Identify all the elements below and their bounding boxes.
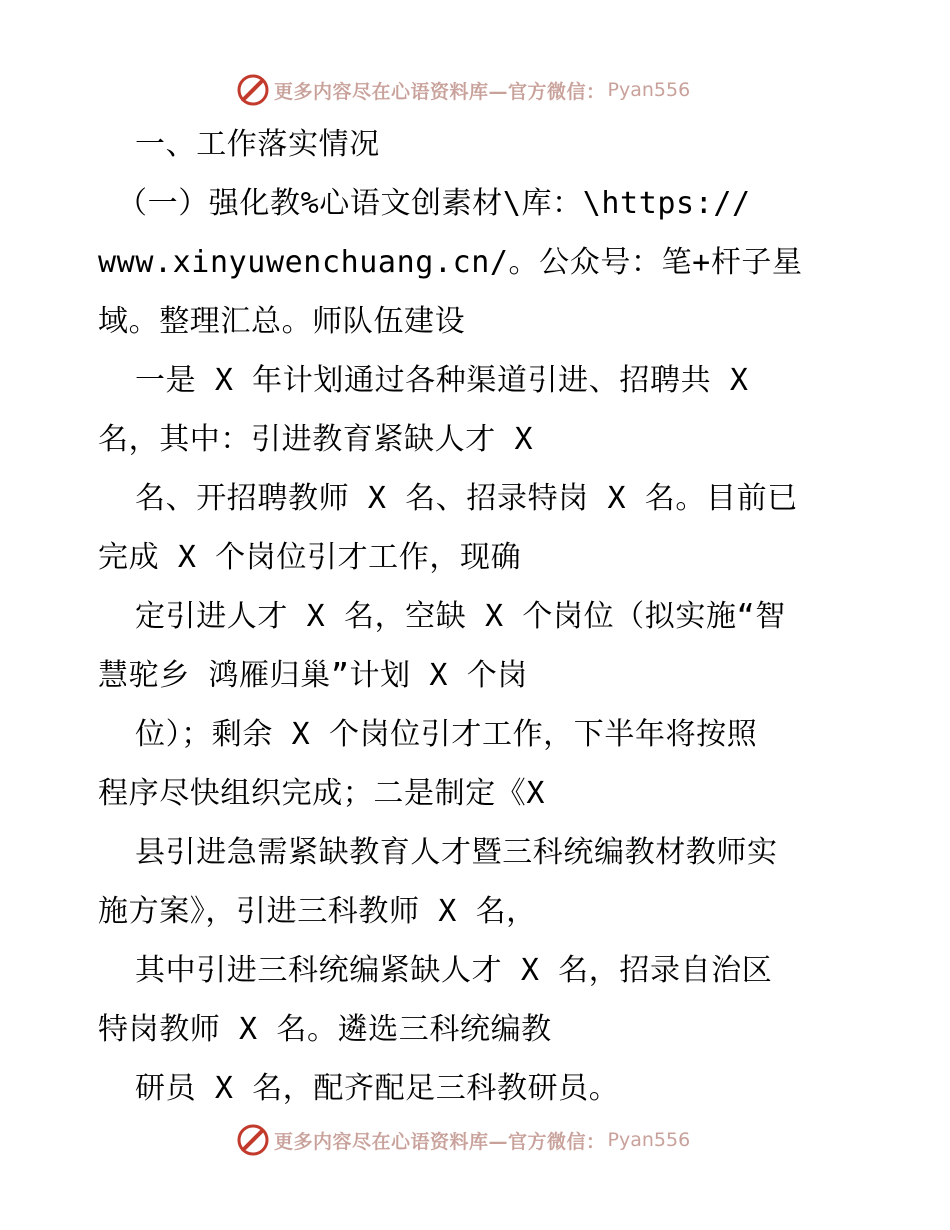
paragraph-line: 完成 X 个岗位引才工作，现确: [98, 540, 522, 575]
watermark-header: [236, 73, 690, 107]
paragraph-line: 一是 X 年计划通过各种渠道引进、招聘共 X: [135, 363, 749, 398]
paragraph-line: 程序尽快组织完成；二是制定《X: [98, 776, 546, 811]
paragraph-line: 施方案》，引进三科教师 X 名，: [98, 894, 537, 929]
paragraph-line: 域。整理汇总。师队伍建设: [98, 304, 466, 339]
paragraph-line: （一）强化教%心语文创素材\库：\https://: [117, 186, 751, 221]
watermark-text: 更多内容尽在心语资料库—官方微信：: [274, 1130, 606, 1153]
paragraph-line: 县引进急需紧缺教育人才暨三科统编教材教师实: [135, 835, 778, 870]
section-heading: 一、工作落实情况: [135, 127, 380, 162]
paragraph-line: 研员 X 名，配齐配足三科教研员。: [135, 1071, 620, 1106]
watermark-text: 更多内容尽在心语资料库—官方微信：: [274, 80, 606, 103]
watermark-wechat-id: Pyan556: [607, 1129, 691, 1151]
paragraph-line: 其中引进三科统编紧缺人才 X 名，招录自治区: [135, 953, 773, 988]
paragraph-line: 位）；剩余 X 个岗位引才工作，下半年将按照: [135, 717, 758, 752]
watermark-wechat-id: Pyan556: [607, 79, 691, 101]
brush-logo-icon: [236, 73, 270, 107]
paragraph-line: www.xinyuwenchuang.cn/。公众号：笔+杆子星: [98, 245, 803, 280]
paragraph-line: 名、开招聘教师 X 名、招录特岗 X 名。目前已: [135, 481, 798, 516]
watermark-footer: [236, 1123, 690, 1157]
paragraph-line: 慧驼乡 鸿雁归巢”计划 X 个岗: [98, 658, 528, 693]
paragraph-line: 名，其中：引进教育紧缺人才 X: [98, 422, 534, 457]
brush-logo-icon: [236, 1123, 270, 1157]
paragraph-line: 特岗教师 X 名。遴选三科统编教: [98, 1012, 552, 1047]
paragraph-line: 定引进人才 X 名，空缺 X 个岗位（拟实施“智: [135, 599, 786, 634]
